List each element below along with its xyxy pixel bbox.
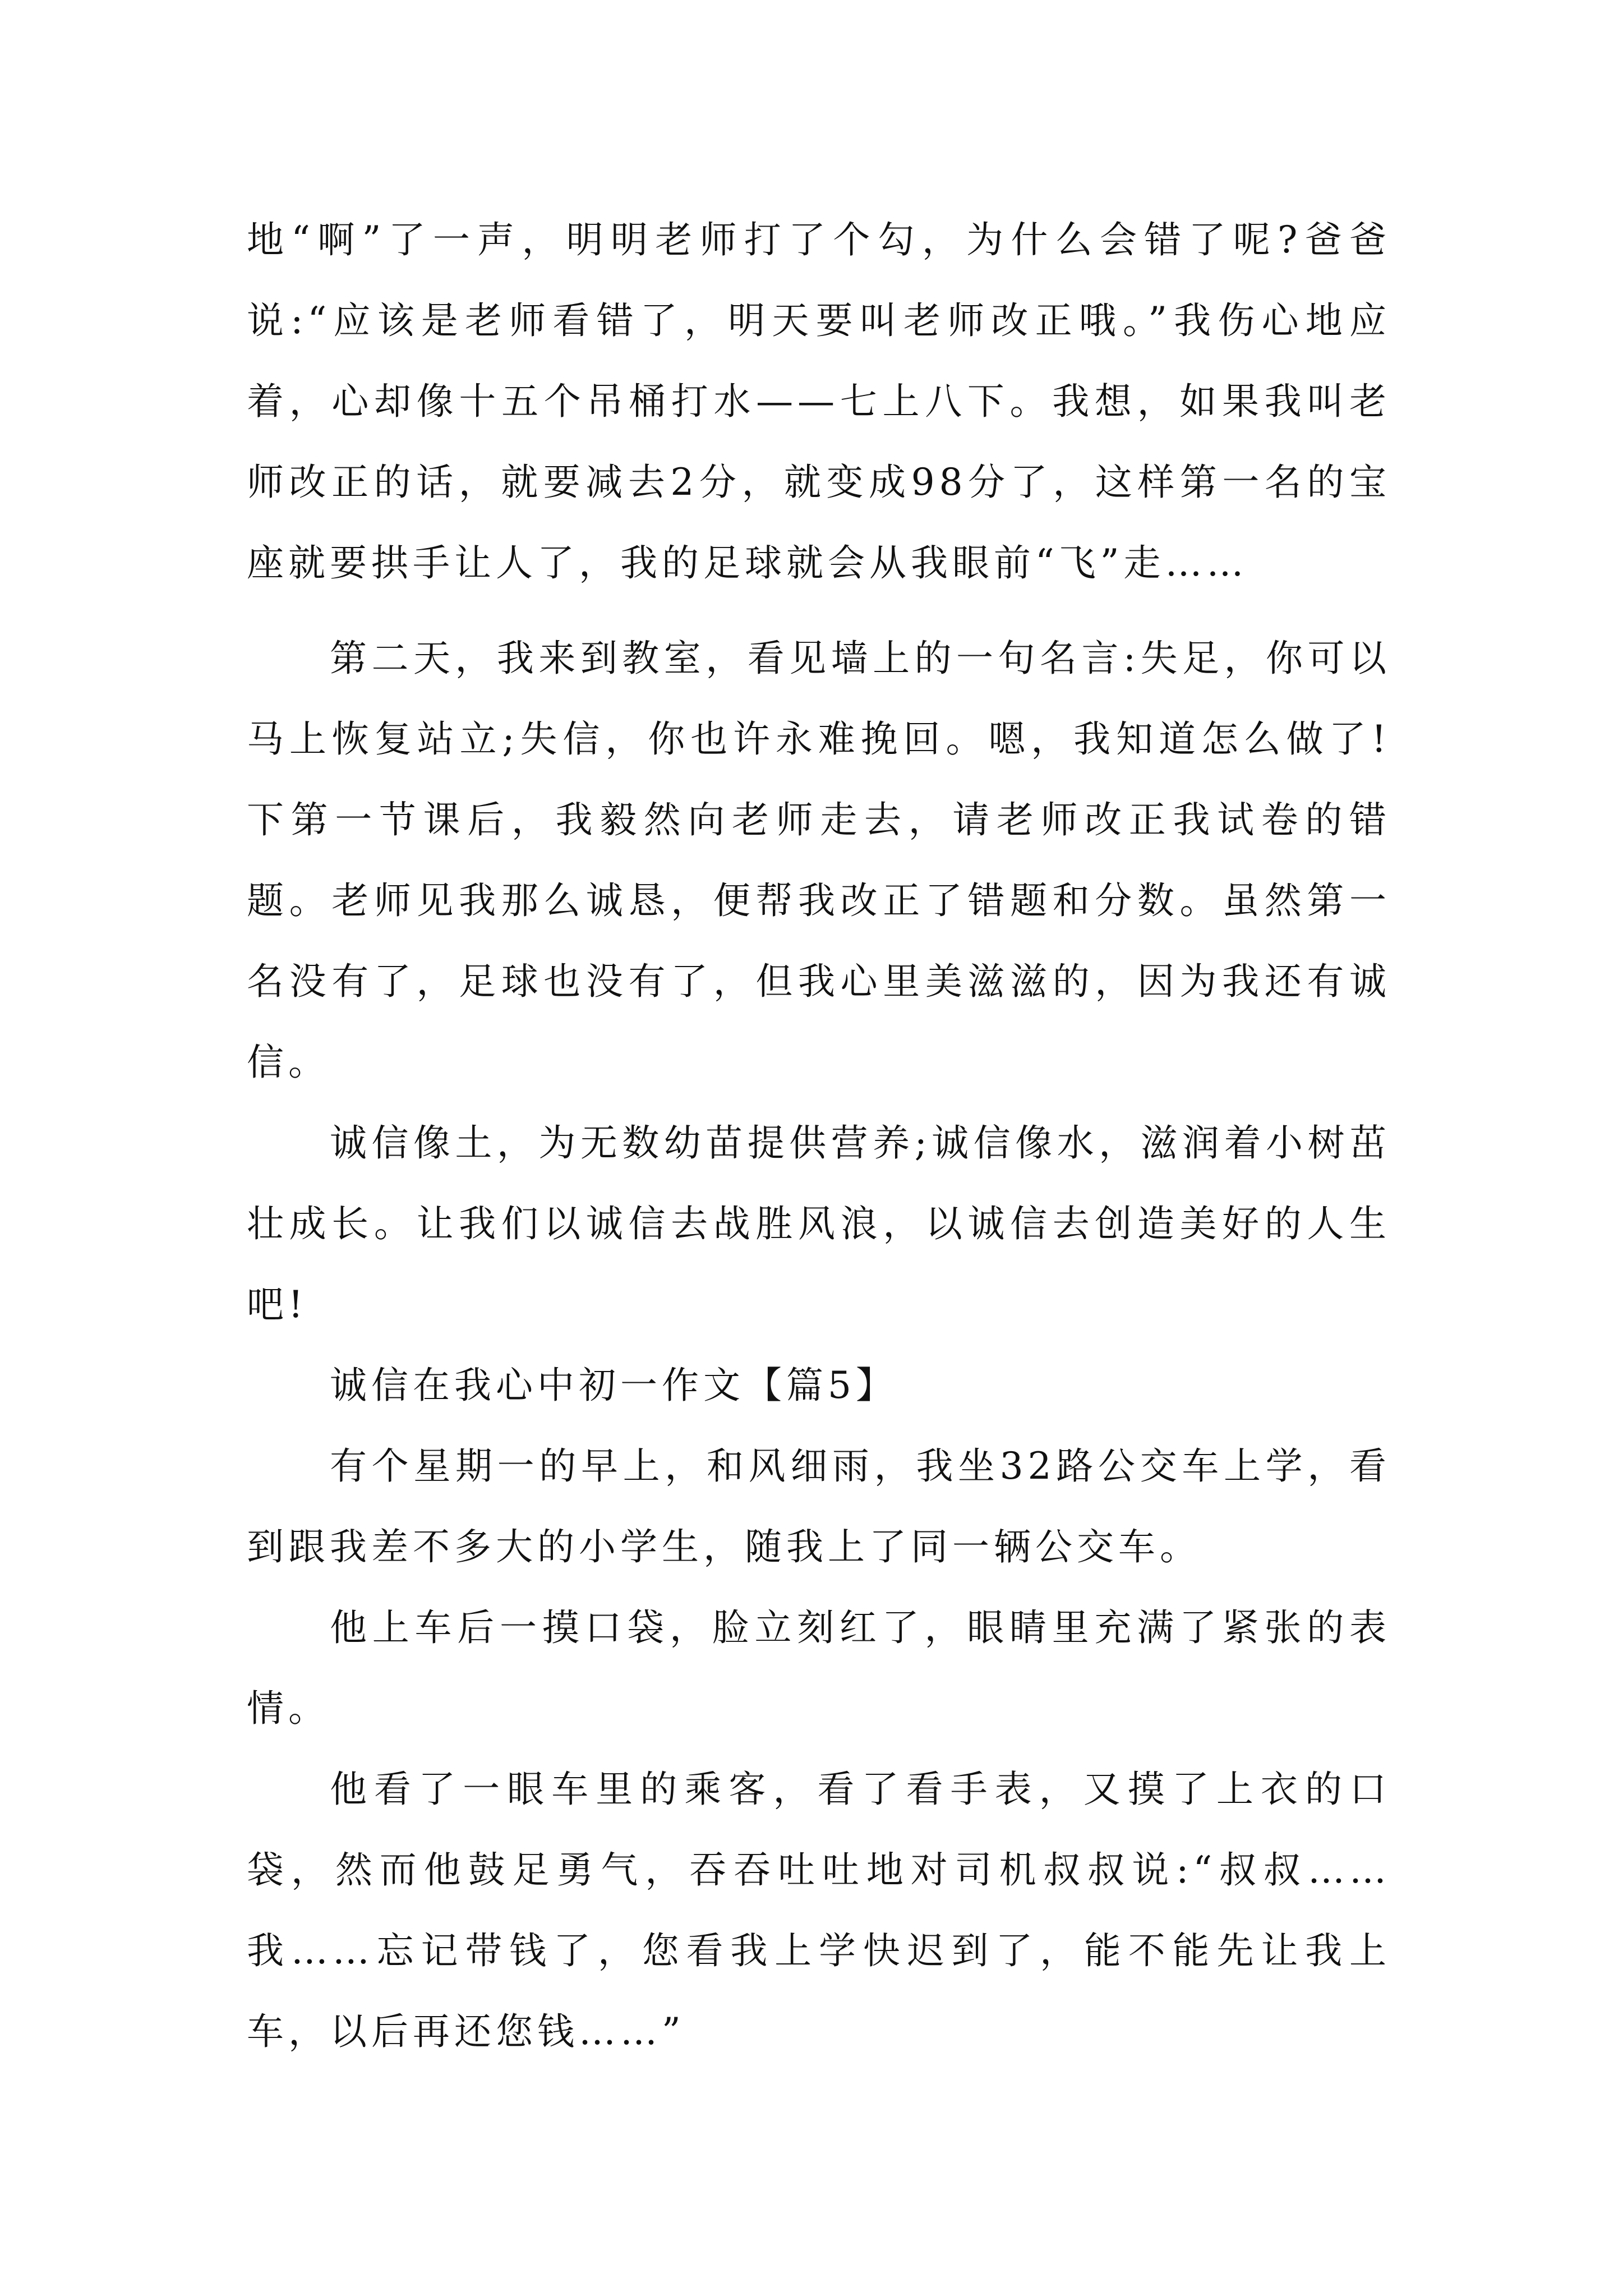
paragraph-3: 诚信像土，为无数幼苗提供营养;诚信像水，滋润着小树茁壮成长。让我们以诚信去战胜风浪，以诚信去创造美好的人生吧! [247, 1121, 1391, 1326]
document-body [247, 200, 1391, 2072]
paragraph-5: 他上车后一摸口袋，脸立刻红了，眼睛里充满了紧张的表情。 [247, 1606, 1391, 1730]
paragraph-2: 第二天，我来到教室，看见墙上的一句名言:失足，你可以马上恢复站立;失信，你也许永难挽回。嗯，我知道怎么做了!下第一节课后，我毅然向老师走去，请老师改正我试卷的错题。老师见我那么诚恳，便帮我改正了错题和分数。虽然第一名没有了，足球也没有了，但我心里美滋滋的，因为我还有诚信。 [247, 637, 1391, 1084]
section-heading: 诚信在我心中初一作文【篇5】 [330, 1364, 897, 1407]
paragraph-1: 地“啊”了一声，明明老师打了个勾，为什么会错了呢?爸爸说:“应该是老师看错了，明天要叫老师改正哦。”我伤心地应着，心却像十五个吊桶打水——七上八下。我想，如果我叫老师改正的话，就要减去2分，就变成98分了，这样第一名的宝座就要拱手让人了，我的足球就会从我眼前“飞”走…… [247, 218, 1391, 585]
paragraph-gap [247, 604, 1391, 618]
paragraph-4: 有个星期一的早上，和风细雨，我坐32路公交车上学，看到跟我差不多大的小学生，随我上了同一辆公交车。 [247, 1444, 1391, 1568]
paragraph-6: 他看了一眼车里的乘客，看了看手表，又摸了上衣的口袋，然而他鼓足勇气，吞吞吐吐地对司机叔叔说:“叔叔……我……忘记带钱了，您看我上学快迟到了，能不能先让我上车，以后再还您钱……” [247, 1768, 1391, 2053]
